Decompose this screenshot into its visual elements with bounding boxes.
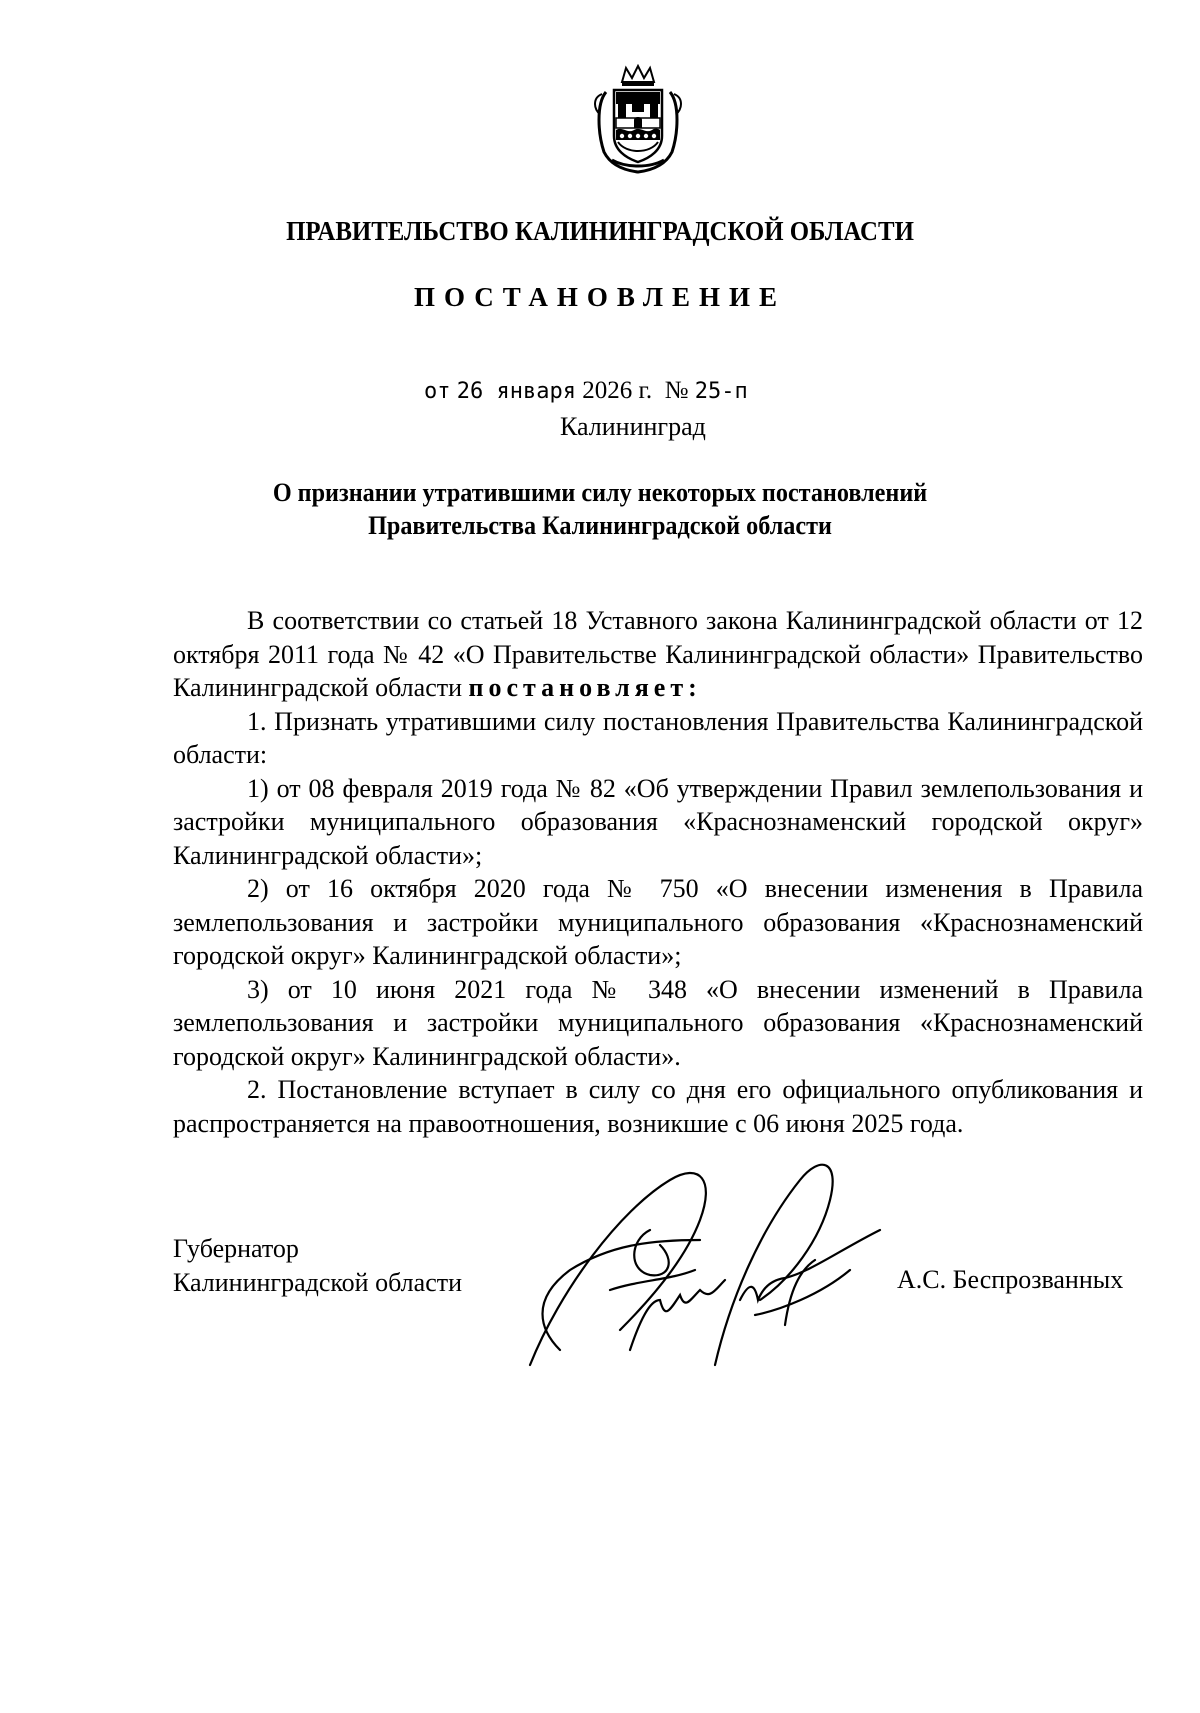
signatory-position	[173, 1232, 462, 1300]
preamble	[173, 604, 1143, 705]
document-type: ПОСТАНОВЛЕНИЕ	[413, 282, 787, 312]
item-1-intro: 1. Признать утратившими силу постановления Правительства Калининградской области:	[173, 706, 1143, 769]
item-1-sub-1: 1) от 08 февраля 2019 года № 82 «Об утверждении Правил землепользования и застройки муниципального образования «Краснознаменский городской округ» Калининградской области»;	[173, 773, 1143, 870]
title-line-1: О признании утратившими силу некоторых постановлений	[272, 478, 928, 507]
position-line-2: Калининградской области	[173, 1268, 463, 1297]
item-1-sub-2: 2) от 16 октября 2020 года № 750 «О внесении изменения в Правила землепользования и застройки муниципального образования «Краснознаменский городской округ» Калининградской области»;	[173, 874, 1143, 970]
item-2: 2. Постановление вступает в силу со дня его официального опубликования и распространяется на правоотношения, возникшие с 06 июня 2025 года.	[173, 1075, 1143, 1138]
organization-name: ПРАВИТЕЛЬСТВО КАЛИНИНГРАДСКОЙ ОБЛАСТИ	[286, 216, 914, 246]
document-body	[173, 604, 1143, 1140]
date-prefix: от	[424, 379, 451, 404]
document-title	[42, 476, 1158, 542]
signatory-name: А.С. Беспрозванных	[897, 1265, 1124, 1294]
city: Калининград	[560, 412, 706, 441]
date-year: 2026 г.	[582, 377, 653, 404]
item-1-sub-3: 3) от 10 июня 2021 года № 348 «О внесении изменений в Правила землепользования и застройки муниципального образования «Краснознаменский городской округ» Калининградской области».	[173, 974, 1143, 1071]
date-line	[424, 377, 748, 405]
decree-word: постановляет:	[468, 673, 702, 702]
coat-of-arms-icon	[592, 64, 684, 174]
document-number: 25-п	[694, 379, 748, 404]
preamble-text: В соответствии со статьей 18 Уставного закона Калининградской области от 12 октября 2011 года № 42 «О Правительстве Калининградской области» Правительство Калининградской области	[173, 606, 1143, 702]
title-line-2: Правительства Калининградской области	[368, 511, 832, 540]
handwritten-signature-icon	[500, 1150, 950, 1375]
date-day-month: 26 января	[456, 379, 576, 404]
number-sign: №	[664, 377, 689, 404]
position-line-1: Губернатор	[173, 1234, 299, 1263]
